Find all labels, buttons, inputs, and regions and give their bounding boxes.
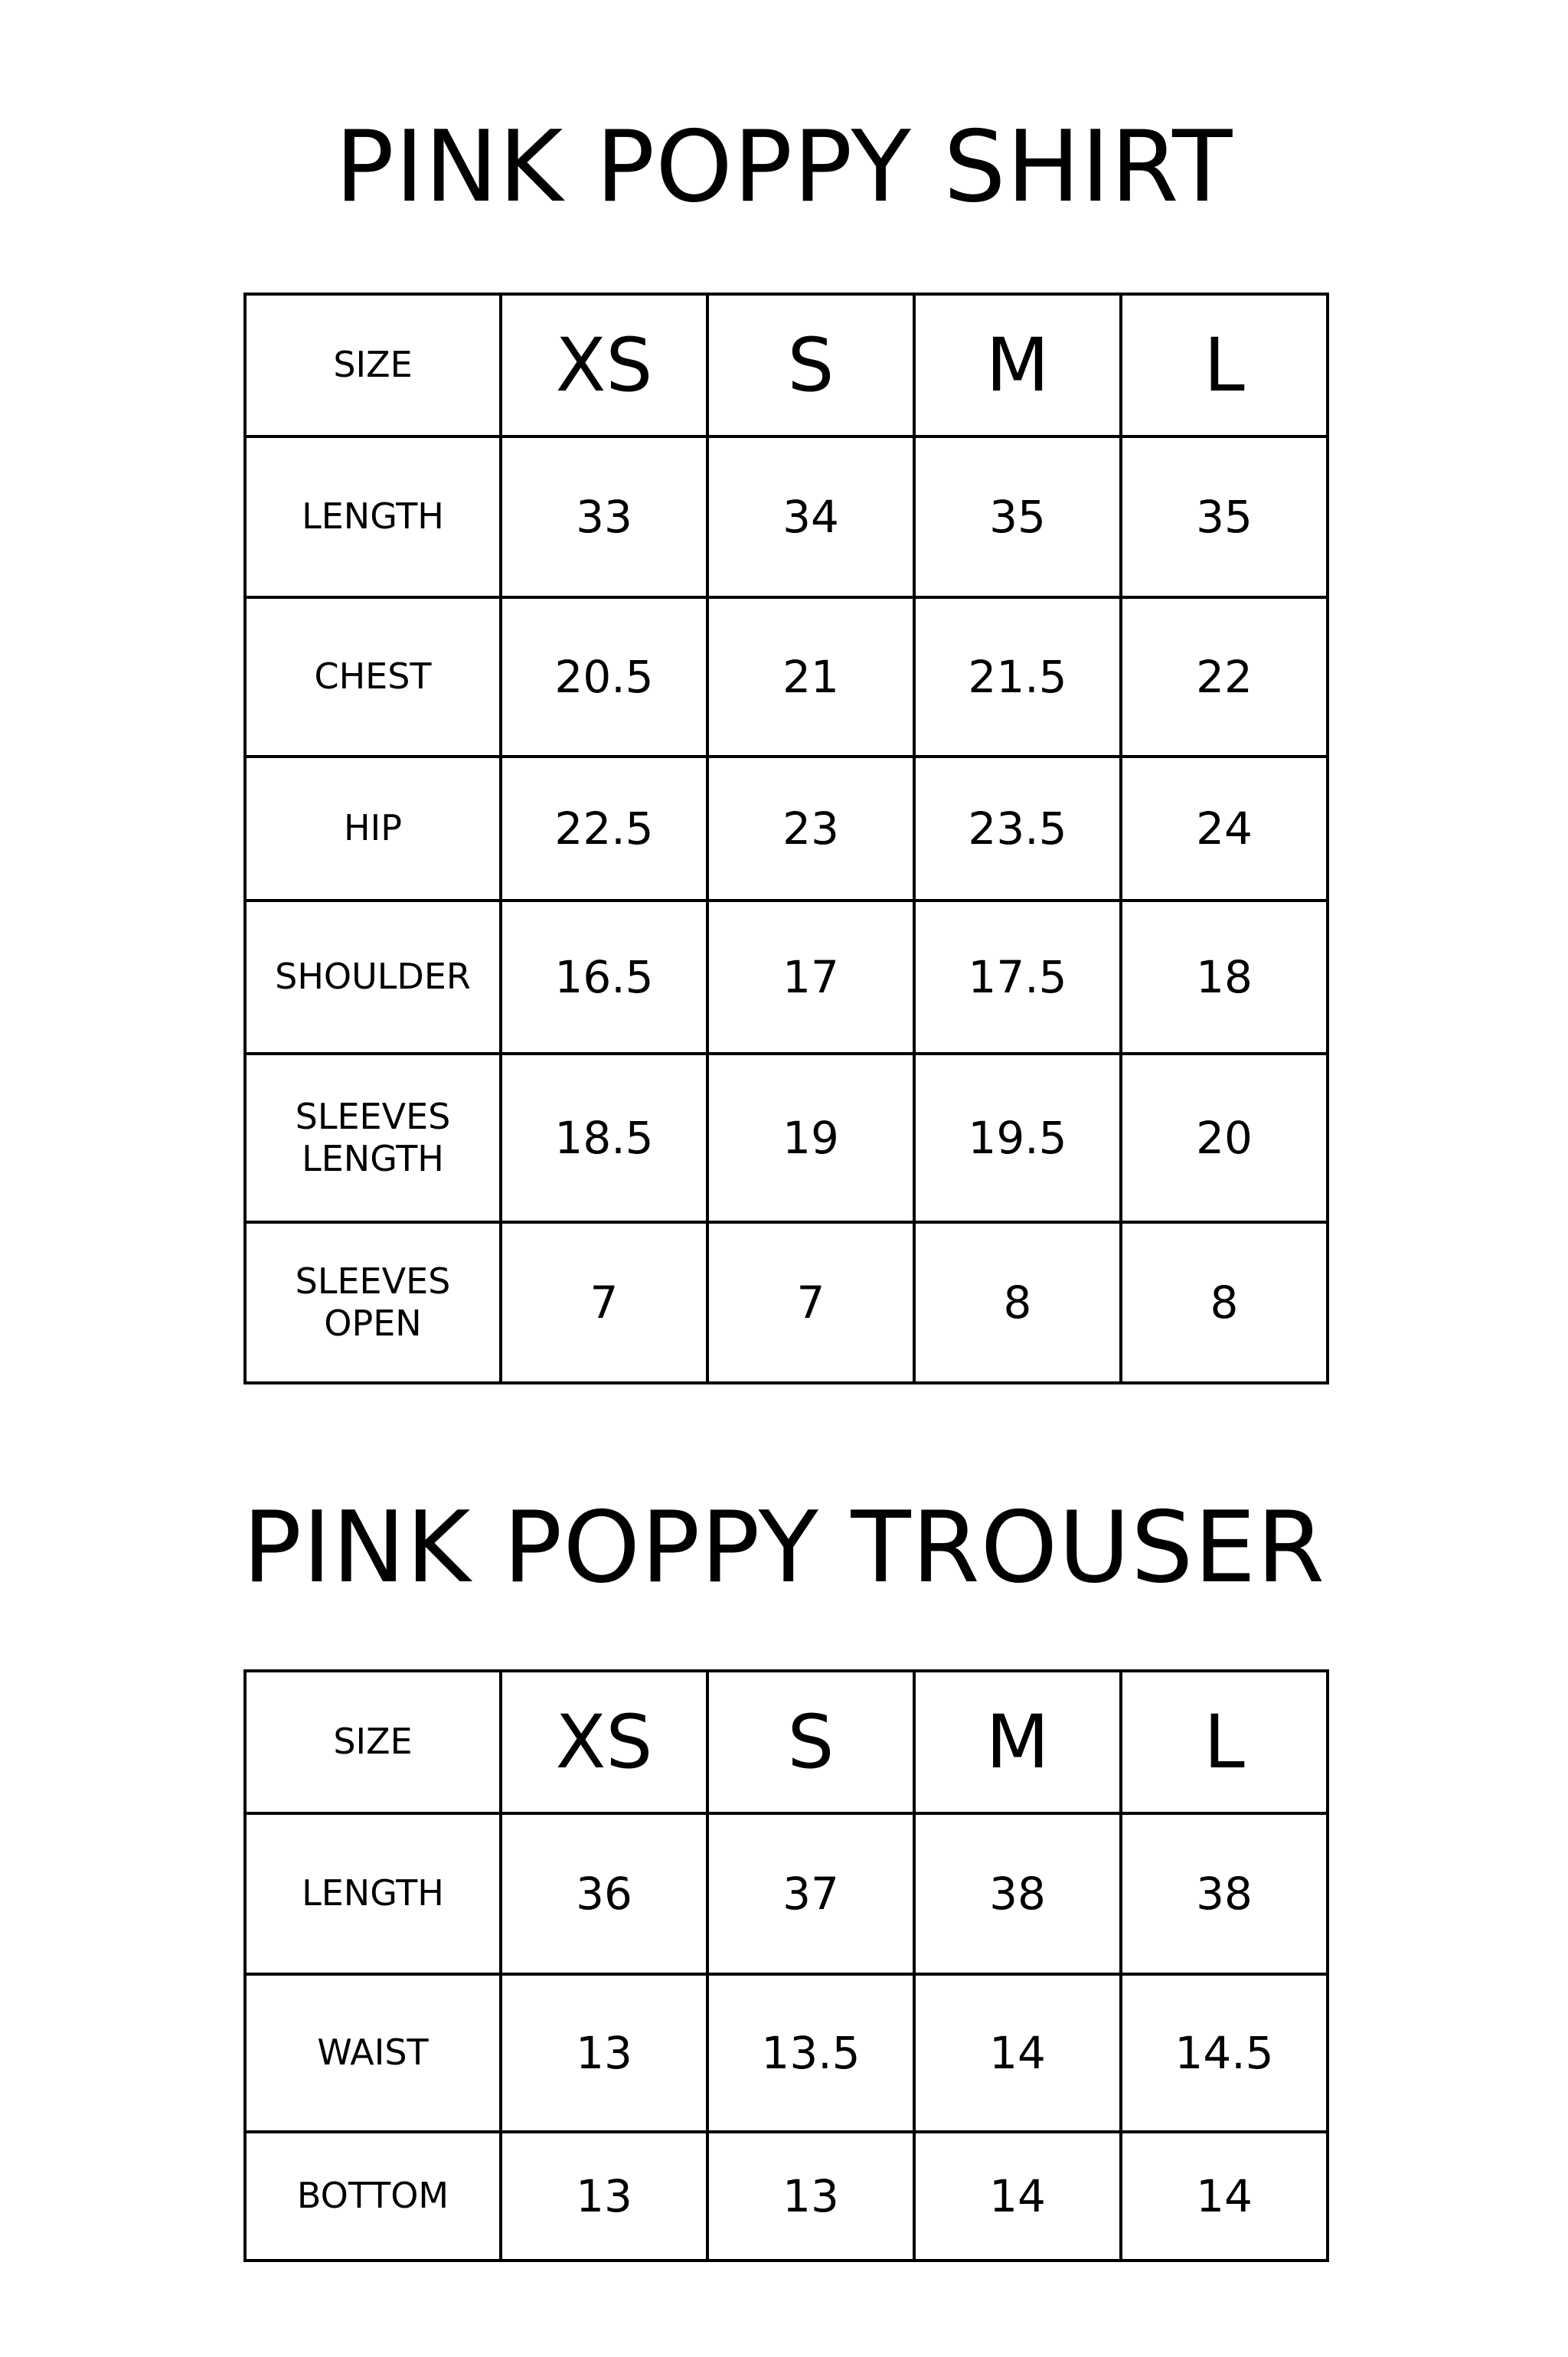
size-label-cell: SIZE bbox=[245, 1671, 501, 1813]
value-cell: 36 bbox=[501, 1813, 707, 1974]
table-row bbox=[245, 757, 1328, 901]
row-label-length: LENGTH bbox=[245, 1813, 501, 1974]
value-cell: 23.5 bbox=[914, 757, 1121, 901]
value-cell: 13 bbox=[707, 2132, 914, 2261]
value-cell: 13 bbox=[501, 2132, 707, 2261]
row-label-length: LENGTH bbox=[245, 436, 501, 597]
value-cell: 7 bbox=[707, 1222, 914, 1383]
value-cell: 16.5 bbox=[501, 901, 707, 1054]
table-row bbox=[245, 1813, 1328, 1974]
table-row bbox=[245, 901, 1328, 1054]
table-row bbox=[245, 597, 1328, 757]
value-cell: 22 bbox=[1121, 597, 1328, 757]
value-cell: 18 bbox=[1121, 901, 1328, 1054]
table-row bbox=[245, 436, 1328, 597]
table-row bbox=[245, 1054, 1328, 1222]
value-cell: 38 bbox=[914, 1813, 1121, 1974]
trouser-size-table bbox=[243, 1669, 1329, 2262]
row-label-sleeves-open: SLEEVES OPEN bbox=[245, 1222, 501, 1383]
value-cell: 14 bbox=[914, 1974, 1121, 2132]
value-cell: 37 bbox=[707, 1813, 914, 1974]
value-cell: 38 bbox=[1121, 1813, 1328, 1974]
table-row bbox=[245, 1222, 1328, 1383]
row-label-chest: CHEST bbox=[245, 597, 501, 757]
size-m-header: M bbox=[914, 1671, 1121, 1813]
trouser-chart-title: PINK POPPY TROUSER bbox=[242, 1491, 1326, 1605]
row-label-sleeves-length: SLEEVES LENGTH bbox=[245, 1054, 501, 1222]
value-cell: 14 bbox=[1121, 2132, 1328, 2261]
value-cell: 14 bbox=[914, 2132, 1121, 2261]
shirt-chart-title: PINK POPPY SHIRT bbox=[335, 110, 1233, 224]
value-cell: 20.5 bbox=[501, 597, 707, 757]
table-header-row bbox=[245, 1671, 1328, 1813]
size-s-header: S bbox=[707, 294, 914, 436]
shirt-size-table bbox=[243, 293, 1329, 1384]
size-m-header: M bbox=[914, 294, 1121, 436]
value-cell: 21.5 bbox=[914, 597, 1121, 757]
size-label-cell: SIZE bbox=[245, 294, 501, 436]
value-cell: 13 bbox=[501, 1974, 707, 2132]
value-cell: 13.5 bbox=[707, 1974, 914, 2132]
value-cell: 17 bbox=[707, 901, 914, 1054]
value-cell: 35 bbox=[1121, 436, 1328, 597]
size-xs-header: XS bbox=[501, 1671, 707, 1813]
value-cell: 18.5 bbox=[501, 1054, 707, 1222]
table-row bbox=[245, 2132, 1328, 2261]
value-cell: 7 bbox=[501, 1222, 707, 1383]
value-cell: 22.5 bbox=[501, 757, 707, 901]
row-label-waist: WAIST bbox=[245, 1974, 501, 2132]
row-label-hip: HIP bbox=[245, 757, 501, 901]
size-s-header: S bbox=[707, 1671, 914, 1813]
table-row bbox=[245, 1974, 1328, 2132]
value-cell: 35 bbox=[914, 436, 1121, 597]
size-l-header: L bbox=[1121, 1671, 1328, 1813]
value-cell: 33 bbox=[501, 436, 707, 597]
size-xs-header: XS bbox=[501, 294, 707, 436]
row-label-bottom: BOTTOM bbox=[245, 2132, 501, 2261]
value-cell: 19.5 bbox=[914, 1054, 1121, 1222]
value-cell: 34 bbox=[707, 436, 914, 597]
table-header-row bbox=[245, 294, 1328, 436]
value-cell: 8 bbox=[914, 1222, 1121, 1383]
value-cell: 14.5 bbox=[1121, 1974, 1328, 2132]
value-cell: 19 bbox=[707, 1054, 914, 1222]
value-cell: 8 bbox=[1121, 1222, 1328, 1383]
value-cell: 17.5 bbox=[914, 901, 1121, 1054]
row-label-shoulder: SHOULDER bbox=[245, 901, 501, 1054]
value-cell: 23 bbox=[707, 757, 914, 901]
value-cell: 24 bbox=[1121, 757, 1328, 901]
value-cell: 20 bbox=[1121, 1054, 1328, 1222]
size-l-header: L bbox=[1121, 294, 1328, 436]
value-cell: 21 bbox=[707, 597, 914, 757]
